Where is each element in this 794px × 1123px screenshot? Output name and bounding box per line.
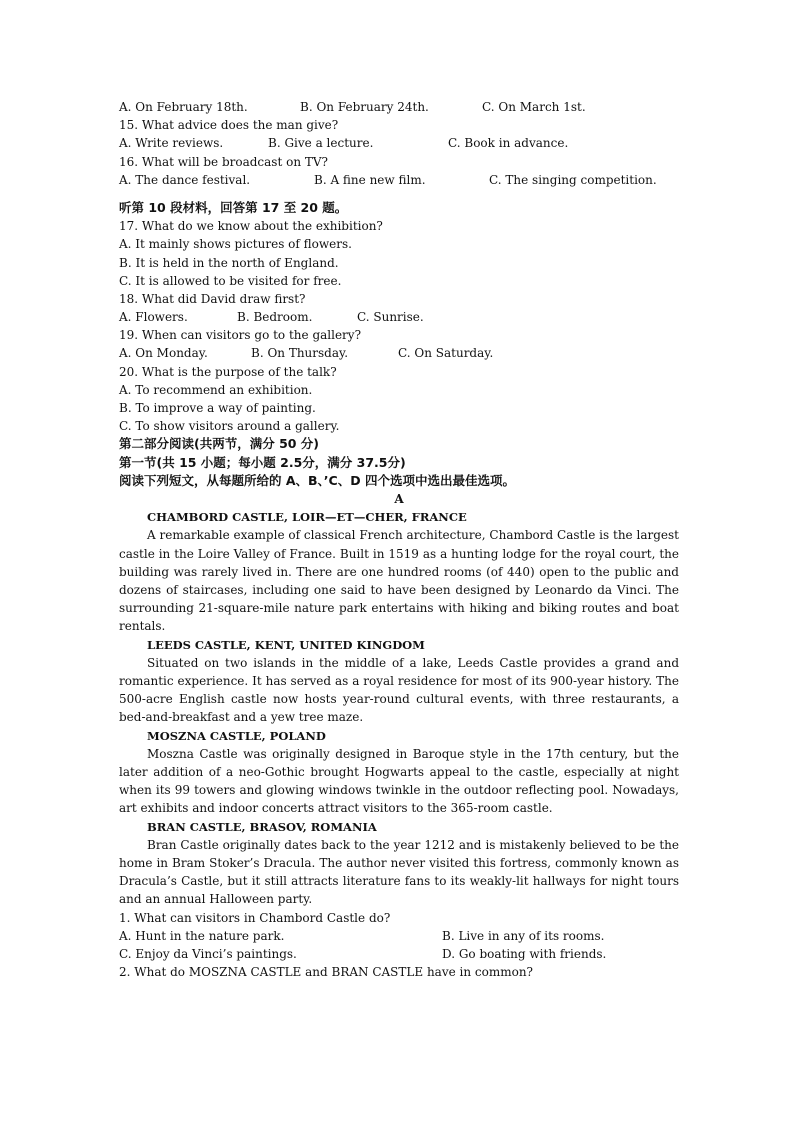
castle-heading-leeds: LEEDS CASTLE, KENT, UNITED KINGDOM (147, 637, 425, 652)
q20-stem: 20. What is the purpose of the talk? (119, 364, 337, 379)
option-d: D. Go boating with friends. (442, 946, 607, 961)
castle-paragraph-bran: Bran Castle originally dates back to the year 1212 and is mistakenly believed to be the home in Bram Stoker’s Dracula. The author never visited this fortress, commonly known as Dracula’s Castle, but it still attracts literature fans to its weakly-lit hallways for night tours and an annual Halloween party. (119, 837, 679, 907)
option-c: C. On Saturday. (398, 346, 494, 361)
castle-heading-bran: BRAN CASTLE, BRASOV, ROMANIA (147, 819, 377, 834)
option-b: B. Live in any of its rooms. (442, 928, 605, 943)
castle-paragraph-moszna: Moszna Castle was originally designed in Baroque style in the 17th century, but the later addition of a neo-Gothic brought Hogwarts appeal to the castle, especially at night when its 99 towers and glowing windows twinkle in the outdoor reflecting pool. Nowadays, art exhibits and indoor concerts attract visitors to the 365-room castle. (119, 746, 679, 816)
q15-options (119, 134, 679, 152)
castle-heading-chambord: CHAMBORD CASTLE, LOIR—ET—CHER, FRANCE (147, 510, 467, 525)
part-two-heading: 第二部分阅读(共两节，满分 50 分) (119, 436, 320, 452)
q19-options (119, 344, 679, 362)
exam-page (119, 98, 679, 981)
q19-stem: 19. When can visitors go to the gallery? (119, 328, 362, 343)
castle-paragraph-chambord: A remarkable example of classical French architecture, Chambord Castle is the largest castle in the Loire Valley of France. Built in 1519 as a hunting lodge for the royal court, the building was rarely lived in. There are one hundred rooms (of 440) open to the public and dozens of staircases, including one said to have been designed by Leonardo da Vinci. The surrounding 21-square-mile nature park entertains with hiking and biking routes and boat rentals. (119, 528, 679, 634)
section-10-heading: 听第 10 段材料，回答第 17 至 20 题。 (119, 199, 348, 215)
q17-stem: 17. What do we know about the exhibition? (119, 219, 383, 234)
passage-label: A (394, 491, 404, 506)
option-a: A. Flowers. (119, 310, 188, 325)
q18-stem: 18. What did David draw first? (119, 291, 306, 306)
q20-option-c: C. To show visitors around a gallery. (119, 419, 340, 434)
q17-option-c: C. It is allowed to be visited for free. (119, 273, 342, 288)
option-a: A. On Monday. (119, 346, 208, 361)
q20-option-a: A. To recommend an exhibition. (119, 382, 313, 397)
q1-stem: 1. What can visitors in Chambord Castle do? (119, 910, 391, 925)
option-c: C. On March 1st. (482, 100, 586, 114)
option-a: A. On February 18th. (119, 100, 248, 114)
q18-options (119, 308, 679, 326)
castle-heading-moszna: MOSZNA CASTLE, POLAND (147, 728, 326, 743)
option-c: C. Enjoy da Vinci’s paintings. (119, 946, 297, 961)
reading-instruction: 阅读下列短文，从每题所给的 A、B、’C、D 四个选项中选出最佳选项。 (119, 472, 515, 488)
q16-stem: 16. What will be broadcast on TV? (119, 154, 328, 169)
option-c: C. The singing competition. (489, 172, 657, 187)
q15-stem: 15. What advice does the man give? (119, 118, 339, 133)
castle-paragraph-leeds: Situated on two islands in the middle of a lake, Leeds Castle provides a grand and romantic experience. It has served as a royal residence for most of its 900-year history. The 500-acre English castle now hosts year-round cultural events, with three restaurants, a bed-and-breakfast and a yew tree maze. (119, 655, 679, 725)
q17-option-b: B. It is held in the north of England. (119, 255, 339, 270)
q17-option-a: A. It mainly shows pictures of flowers. (119, 237, 352, 252)
option-a: A. Hunt in the nature park. (119, 928, 285, 943)
q2-stem: 2. What do MOSZNA CASTLE and BRAN CASTLE have in common? (119, 965, 533, 980)
option-a: A. Write reviews. (119, 136, 224, 151)
option-b: B. A fine new film. (314, 172, 426, 187)
section-one-heading: 第一节(共 15 小题；每小题 2.5分，满分 37.5分) (119, 454, 406, 470)
option-b: B. Give a lecture. (268, 136, 374, 151)
q16-options (119, 171, 679, 189)
option-a: A. The dance festival. (119, 172, 251, 187)
q14-options (119, 98, 679, 116)
option-c: C. Sunrise. (357, 310, 424, 325)
option-b: B. Bedroom. (237, 310, 313, 325)
q1-options (119, 927, 679, 963)
option-b: B. On February 24th. (300, 100, 429, 114)
option-b: B. On Thursday. (251, 346, 349, 361)
q20-option-b: B. To improve a way of painting. (119, 401, 316, 415)
option-c: C. Book in advance. (448, 136, 569, 151)
